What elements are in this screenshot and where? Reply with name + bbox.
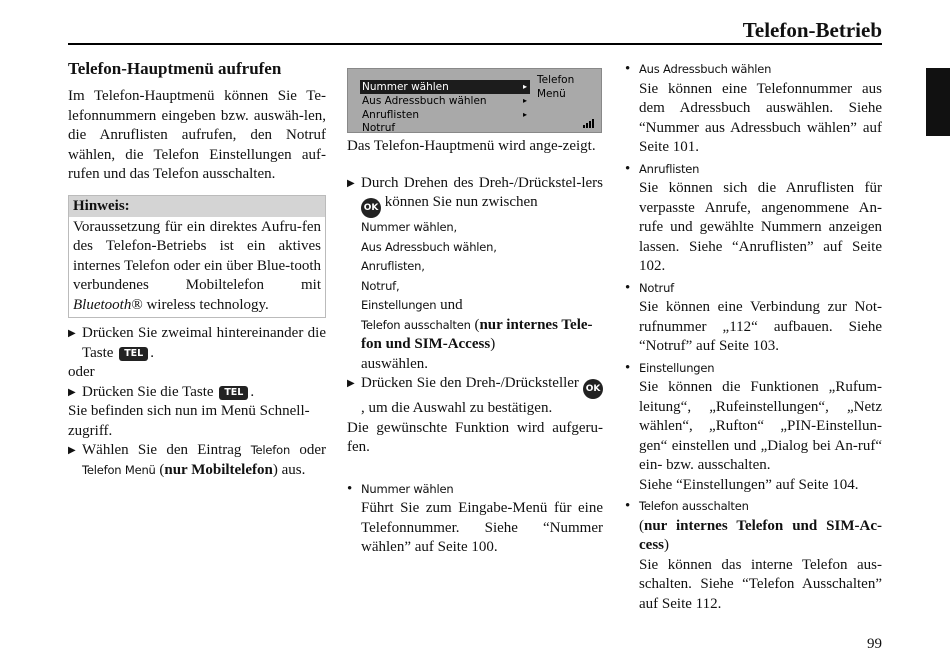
- bullet-text: Führt Sie zum Eingabe-Menü für eine Telefonnummer. Siehe “Nummer wählen” auf Seite 100.: [361, 500, 603, 555]
- screen-side-label: Telefon Menü: [537, 74, 575, 100]
- bullet-icon: •: [625, 279, 631, 296]
- bullet-condition: (nur internes Telefon und SIM-Ac-cess): [639, 517, 882, 553]
- option-item: Notruf,: [361, 278, 400, 293]
- note-box: [68, 195, 326, 319]
- option-item: Einstellungen und: [361, 297, 463, 313]
- arrow-right-icon: ▸: [522, 82, 527, 91]
- bullet-text: Sie können sich die Anruflisten für verpasste Anrufe, angenommene An-rufe und gewählte Nummern anzeigen lassen. Siehe “Anruflisten” auf Seite 102.: [639, 180, 882, 274]
- bullet-title: Anruflisten: [639, 161, 700, 176]
- screen-menu-item: Anruflisten ▸: [362, 109, 527, 121]
- header-rule: [68, 43, 882, 45]
- option-item: Anruflisten,: [361, 259, 425, 273]
- bullet-icon: •: [625, 61, 631, 77]
- result-text: Die gewünschte Funktion wird aufgeru-fen.: [347, 419, 603, 455]
- column-left: [68, 58, 326, 480]
- bullet-einstellungen: [625, 359, 882, 496]
- screen-menu-item: Nummer wählen ▸: [360, 80, 530, 94]
- bullet-icon: •: [625, 160, 631, 177]
- phone-menu-screenshot: [347, 68, 602, 133]
- bullet-text: Sie können die Funktionen „Rufum-leitung“, „Rufeinstellungen“, „Netz wählen“, „Rufton“ „PIN-Einstellun-gen“ einstellen und „Dialog bei An-ruf“ ein- bzw. ausschalten.: [639, 379, 882, 473]
- step-press-tel-twice: ▶ Drücken Sie zweimal hintereinander die Taste TEL .: [68, 325, 326, 361]
- screen-menu-item: Aus Adressbuch wählen ▸: [362, 95, 527, 107]
- bullet-text: Sie können eine Verbindung zur Not-rufnummer „112“ aufbauen. Siehe “Notruf” auf Seite 103.: [639, 299, 882, 354]
- bullet-text-ref: Siehe “Einstellungen” auf Seite 104.: [639, 476, 859, 493]
- screen-menu-item: Notruf: [362, 122, 396, 134]
- bullet-adressbuch: [625, 60, 882, 158]
- step-turn-knob: ▶ Durch Drehen des Dreh-/Drückstel-lers OK können Sie nun zwischen: [347, 174, 603, 219]
- column-right: [625, 60, 882, 614]
- bullet-title: Telefon ausschalten: [639, 499, 749, 513]
- note-title: Hinweis:: [69, 196, 325, 217]
- step-press-knob: ▶ Drücken Sie den Dreh-/Drücksteller OK, um die Auswahl zu bestätigen.: [347, 374, 603, 419]
- ok-knob-icon: OK: [361, 198, 381, 218]
- step-press-tel: ▶ Drücken Sie die Taste TEL .: [68, 383, 326, 403]
- screen-caption: Das Telefon-Hauptmenü wird ange-zeigt.: [347, 138, 596, 154]
- option-tail: auswählen.: [361, 355, 429, 372]
- bullet-nummer-waehlen: [347, 480, 603, 558]
- bullet-title: Aus Adressbuch wählen: [639, 62, 772, 76]
- page-number: 99: [867, 636, 882, 652]
- intro-paragraph: Im Telefon-Hauptmenü können Sie Te-lefonnummern eingeben bzw. auswäh-len, die Anruflisten aufrufen, den Notruf wählen, die Telefon Einstellungen auf-rufen und das Telefon ausschalten.: [68, 88, 326, 182]
- arrow-right-icon: ▸: [522, 110, 527, 119]
- bullet-icon: •: [625, 498, 631, 514]
- step-arrow-icon: ▶: [68, 386, 76, 398]
- bullet-icon: •: [625, 359, 631, 376]
- tel-key-icon: TEL: [119, 347, 148, 361]
- bullet-telefon-ausschalten: [625, 497, 882, 614]
- option-item: Telefon ausschalten (nur internes Tele-fon und SIM-Access): [361, 316, 593, 352]
- signal-strength-icon: [583, 118, 597, 128]
- bullet-notruf: [625, 279, 882, 357]
- bullet-text: Sie können das interne Telefon aus-schalten. Siehe “Telefon Ausschalten” auf Seite 112.: [639, 556, 882, 612]
- step-arrow-icon: ▶: [347, 378, 355, 389]
- result-text: Sie befinden sich nun im Menü Schnell-zugriff.: [68, 403, 310, 439]
- note-text: Voraussetzung für ein direktes Aufru-fen des Telefon-Betriebs ist ein aktives internes Telefon oder ein über Blue-tooth verbundenes Mobiltelefon mit Bluetooth® wireless technology.: [73, 218, 321, 313]
- arrow-right-icon: ▸: [522, 96, 527, 105]
- option-item: Aus Adressbuch wählen,: [361, 239, 497, 254]
- bullet-icon: •: [347, 480, 353, 497]
- step-arrow-icon: ▶: [347, 177, 355, 189]
- option-item: Nummer wählen,: [361, 220, 457, 234]
- option-list: [347, 218, 603, 374]
- step-arrow-icon: ▶: [68, 445, 76, 456]
- page-header-title: Telefon-Betrieb: [742, 18, 882, 42]
- section-heading: Telefon-Hauptmenü aufrufen: [68, 59, 282, 78]
- bullet-anruflisten: [625, 160, 882, 277]
- bullet-title: Nummer wählen: [361, 481, 454, 496]
- or-text: oder: [68, 364, 95, 380]
- step-arrow-icon: ▶: [68, 328, 76, 339]
- chapter-tab-marker: [926, 68, 950, 136]
- tel-key-icon: TEL: [219, 386, 248, 400]
- step-select-entry: ▶ Wählen Sie den Eintrag Telefon oder Telefon Menü (nur Mobiltelefon) aus.: [68, 442, 326, 478]
- bullet-title: Einstellungen: [639, 360, 715, 375]
- bullet-title: Notruf: [639, 280, 675, 295]
- column-middle: [347, 58, 603, 558]
- ok-knob-icon: OK: [583, 379, 603, 399]
- bullet-text: Sie können eine Telefonnummer aus dem Adressbuch auswählen. Siehe “Nummer aus Adressbuch wählen” auf Seite 101.: [639, 80, 882, 155]
